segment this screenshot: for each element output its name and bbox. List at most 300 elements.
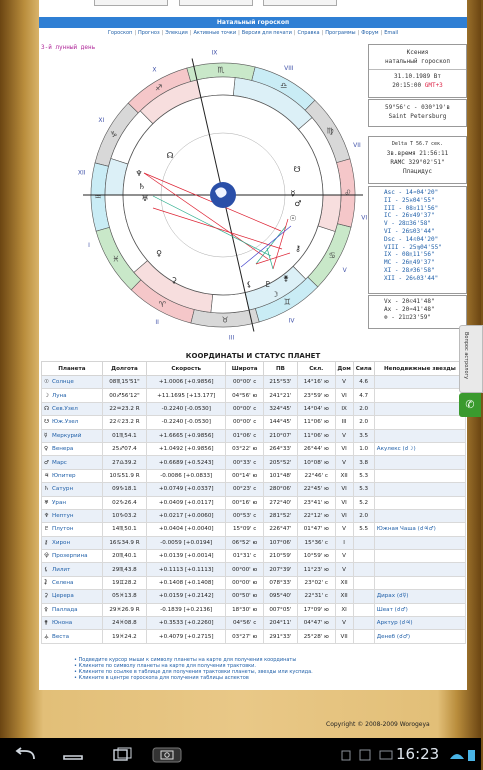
- declination-cell: 11°06' ю: [297, 429, 335, 442]
- latitude-cell: 00°33' c: [226, 456, 264, 469]
- phone-icon[interactable]: ✆: [459, 393, 481, 417]
- planet-glyph-icon: ☊: [44, 405, 49, 412]
- ra-cell: 078°33': [263, 576, 297, 589]
- house-number: VIII: [284, 65, 294, 73]
- planet-link[interactable]: [42, 576, 103, 589]
- planet-glyph-icon: ♅: [44, 499, 50, 506]
- ra-cell: 241°21': [263, 389, 297, 402]
- ra-cell: 226°47': [263, 523, 297, 536]
- fixed-star-link[interactable]: Дирах (☌☿): [374, 590, 465, 603]
- longitude-cell: 16♋34.9 R: [102, 536, 146, 549]
- planet-link[interactable]: [42, 416, 103, 429]
- table-row: [42, 416, 466, 429]
- planet-link[interactable]: [42, 590, 103, 603]
- column-header: Неподвижные звезды: [374, 362, 465, 376]
- house-cell: V: [335, 617, 353, 630]
- declination-cell: 11°23' ю: [297, 563, 335, 576]
- house-number: II: [155, 318, 159, 326]
- planet-glyph-icon: ⚳: [44, 593, 49, 600]
- person-gmt: GMT+3: [424, 82, 443, 89]
- ra-cell: 215°53': [263, 376, 297, 389]
- latitude-cell: 00°16' ю: [226, 496, 264, 509]
- declination-cell: 14°04' ю: [297, 402, 335, 415]
- house-cell: VI: [335, 496, 353, 509]
- declination-cell: 22°46' c: [297, 469, 335, 482]
- ra-cell: 281°52': [263, 509, 297, 522]
- power-cell: [353, 617, 374, 630]
- planet-glyph-icon: ☉: [44, 379, 50, 386]
- house-cusp-link[interactable]: IC - 26♉49'37": [384, 212, 435, 220]
- planet-glyph-icon: ☽: [44, 392, 50, 399]
- planet-name: Солнце: [52, 379, 74, 386]
- planet-name: Нептун: [52, 513, 74, 520]
- planet-glyph-icon[interactable]: ♀: [156, 249, 162, 258]
- nav-separator: |: [357, 30, 360, 36]
- planet-link[interactable]: [42, 523, 103, 536]
- speed-cell: +0.0139 [+0.0014]: [147, 550, 226, 563]
- power-cell: [353, 590, 374, 603]
- latitude-cell: 00°00' c: [226, 376, 264, 389]
- fixed-star-link: [374, 389, 465, 402]
- declination-cell: 15°36' c: [297, 536, 335, 549]
- house-cusp-link[interactable]: Asc - 14♒04'20": [384, 189, 439, 196]
- power-cell: 5.3: [353, 469, 374, 482]
- nav-link[interactable]: Справка: [297, 30, 320, 36]
- longitude-cell: 00♐56'12": [102, 389, 146, 402]
- natal-chart-wheel[interactable]: [41, 49, 368, 342]
- nav-separator: |: [189, 30, 192, 36]
- house-cell: III: [335, 416, 353, 429]
- planet-name: Церера: [52, 593, 74, 600]
- declination-cell: 04°47' ю: [297, 617, 335, 630]
- table-row: [42, 376, 466, 389]
- planet-name: Венера: [52, 446, 74, 453]
- point-value: Ax - 20♒41'48": [384, 305, 435, 313]
- planet-link[interactable]: [42, 376, 103, 389]
- table-row: [42, 603, 466, 616]
- fixed-star-link: [374, 469, 465, 482]
- house-cusp-link[interactable]: V - 28♊36'58": [384, 220, 431, 228]
- house-sector: [211, 293, 249, 313]
- speed-cell: +0.6689 [+0.5243]: [147, 456, 226, 469]
- declination-cell: 11°06' ю: [297, 416, 335, 429]
- fixed-star-link[interactable]: Шеат (☌♂): [374, 603, 465, 616]
- star-time: Зв.время 21:56:11: [386, 150, 449, 157]
- latitude-cell: 00°23' c: [226, 483, 264, 496]
- declination-cell: 01°47' ю: [297, 523, 335, 536]
- planet-glyph-icon: ♃: [44, 472, 50, 479]
- declination-cell: 17°09' ю: [297, 603, 335, 616]
- declination-cell: 22°31' c: [297, 590, 335, 603]
- planet-name: Юнона: [52, 620, 73, 627]
- planet-glyph-icon[interactable]: ☋: [293, 165, 301, 174]
- column-header: Скорость: [147, 362, 226, 376]
- table-row: [42, 456, 466, 469]
- house-cusp-link[interactable]: IX - 08♏11'56": [384, 251, 435, 259]
- table-row: [42, 590, 466, 603]
- nav-separator: |: [238, 30, 240, 36]
- ramc: RAMC 329°02'51": [390, 159, 445, 166]
- fixed-star-link: [374, 376, 465, 389]
- house-number: XII: [77, 169, 86, 177]
- planet-glyph-icon: ⯓: [44, 553, 50, 560]
- table-row: [42, 496, 466, 509]
- planet-link[interactable]: [42, 402, 103, 415]
- planet-link[interactable]: [42, 496, 103, 509]
- home-icon[interactable]: [61, 747, 85, 763]
- latitude-cell: 01°06' c: [226, 429, 264, 442]
- longitude-cell: 27♎39.2: [102, 456, 146, 469]
- planet-link[interactable]: [42, 630, 103, 643]
- house-number: V: [342, 267, 347, 275]
- planet-name: Прозерпина: [52, 553, 88, 560]
- chart-type: натальный гороскоп: [384, 58, 451, 65]
- wifi-battery-icon: [448, 747, 478, 763]
- planet-link[interactable]: [42, 483, 103, 496]
- zodiac-glyph-icon: ♑: [110, 129, 118, 139]
- latitude-cell: 01°31' c: [226, 550, 264, 563]
- power-cell: 2.0: [353, 416, 374, 429]
- ra-cell: 095°40': [263, 590, 297, 603]
- column-header: Дом: [335, 362, 353, 376]
- nav-separator: |: [380, 30, 383, 36]
- planet-glyph-icon[interactable]: ⚳: [171, 276, 177, 285]
- ra-cell: 291°33': [263, 630, 297, 643]
- latitude-cell: 00°00' c: [226, 402, 264, 415]
- longitude-cell: 10♑03.2: [102, 509, 146, 522]
- speed-cell: +0.0409 [+0.0117]: [147, 496, 226, 509]
- planet-link[interactable]: [42, 456, 103, 469]
- ra-cell: 280°06': [263, 483, 297, 496]
- zodiac-glyph-icon: ♓: [112, 254, 120, 264]
- house-cell: V: [335, 563, 353, 576]
- ra-cell: 207°39': [263, 563, 297, 576]
- fixed-star-link: [374, 483, 465, 496]
- fixed-star-link: [374, 536, 465, 549]
- speed-cell: +1.0006 [+0.9856]: [147, 376, 226, 389]
- nav-link[interactable]: Email: [384, 30, 399, 36]
- power-cell: [353, 550, 374, 563]
- ra-cell: 264°33': [263, 442, 297, 455]
- planet-glyph-icon: ⯝: [44, 580, 48, 587]
- fixed-star-link: [374, 550, 465, 563]
- column-header: Планета: [42, 362, 103, 376]
- planet-name: Хирон: [52, 539, 71, 546]
- planet-glyph-icon[interactable]: ⚸: [246, 280, 252, 289]
- longitude-cell: 05♓13.8: [102, 590, 146, 603]
- speed-cell: -0.2240 [-0.0530]: [147, 416, 226, 429]
- house-cusp-link[interactable]: MC - 26♏49'37": [384, 259, 435, 267]
- fixed-star-link: [374, 509, 465, 522]
- speed-cell: -0.2240 [-0.0530]: [147, 402, 226, 415]
- planet-glyph-icon[interactable]: ☽: [271, 290, 279, 299]
- speed-cell: +0.1113 [+0.1113]: [147, 563, 226, 576]
- longitude-cell: 19♓24.2: [102, 630, 146, 643]
- house-number: IX: [211, 49, 218, 57]
- nav-separator: |: [321, 30, 324, 36]
- table-row: [42, 536, 466, 549]
- declination-cell: 23°59' ю: [297, 389, 335, 402]
- zodiac-glyph-icon: ♎: [280, 81, 288, 91]
- planet-link[interactable]: [42, 429, 103, 442]
- recent-apps-icon[interactable]: [110, 747, 134, 763]
- planet-glyph-icon: ♆: [44, 513, 50, 520]
- ra-cell: 204°11': [263, 617, 297, 630]
- fixed-star-link: [374, 496, 465, 509]
- planet-link[interactable]: [42, 603, 103, 616]
- planet-glyph-icon[interactable]: ♂: [294, 199, 302, 208]
- speed-cell: +1.0492 [+0.9856]: [147, 442, 226, 455]
- planet-glyph-icon: ⚴: [44, 606, 49, 613]
- speed-cell: +0.4079 [+0.2715]: [147, 630, 226, 643]
- planet-name: Марс: [52, 459, 67, 466]
- top-input-box[interactable]: [94, 0, 168, 6]
- house-system-box: [368, 136, 467, 184]
- house-number: I: [88, 242, 90, 250]
- declination-cell: 10°08' ю: [297, 456, 335, 469]
- planet-link[interactable]: [42, 509, 103, 522]
- planet-link[interactable]: [42, 389, 103, 402]
- house-cusp-link[interactable]: VI - 26♋03'44": [384, 227, 435, 235]
- page-title: Натальный гороскоп: [39, 17, 467, 28]
- planet-glyph-icon: ☿: [44, 432, 48, 439]
- planet-glyph-icon: ⚸: [44, 566, 49, 573]
- house-cell: V: [335, 523, 353, 536]
- fixed-star-link[interactable]: Южная Чаша (☌♃♂): [374, 523, 465, 536]
- latitude-cell: 06°52' ю: [226, 536, 264, 549]
- power-cell: [353, 576, 374, 589]
- house-number: X: [152, 66, 157, 74]
- house-cusp-link[interactable]: III - 08♉11'56": [384, 204, 439, 212]
- ask-astrologer-label: Вопрос астрологу: [463, 332, 469, 380]
- latitude-cell: 00°14' ю: [226, 469, 264, 482]
- zodiac-glyph-icon: ♐: [155, 83, 163, 93]
- planet-glyph-icon: ♀: [44, 446, 49, 453]
- planet-glyph-icon[interactable]: ♇: [264, 280, 272, 289]
- ask-astrologer-tab[interactable]: [459, 325, 483, 393]
- planet-name: Луна: [52, 392, 67, 399]
- person-date: 31.10.1989 Вт: [369, 69, 466, 81]
- column-header: Скл.: [297, 362, 335, 376]
- zodiac-glyph-icon: ♉: [221, 315, 229, 325]
- table-title: КООРДИНАТЫ И СТАТУС ПЛАНЕТ: [185, 352, 321, 360]
- longitude-cell: 24♓08.8: [102, 617, 146, 630]
- fixed-star-link: [374, 402, 465, 415]
- longitude-cell: 10♋51.9 R: [102, 469, 146, 482]
- person-name: Ксения: [406, 49, 429, 56]
- planet-glyph-icon[interactable]: ⚷: [295, 244, 301, 253]
- house-cell: VI: [335, 442, 353, 455]
- top-input-box[interactable]: [263, 0, 337, 6]
- nav-link[interactable]: Программы: [325, 30, 356, 36]
- house-number: VII: [353, 141, 361, 149]
- longitude-cell: 01♏54.1: [102, 429, 146, 442]
- delta-t: Delta T 56.7 сек.: [391, 141, 444, 147]
- house-cell: VI: [335, 483, 353, 496]
- power-cell: 5.3: [353, 483, 374, 496]
- house-cell: VI: [335, 389, 353, 402]
- planet-glyph-icon: ☋: [44, 419, 49, 426]
- latitude-cell: 00°53' c: [226, 509, 264, 522]
- fixed-star-link: [374, 456, 465, 469]
- planet-glyph-icon[interactable]: ♅: [141, 194, 149, 203]
- declination-cell: 22°12' ю: [297, 509, 335, 522]
- planet-name: Юж.Узел: [52, 419, 79, 426]
- longitude-cell: 22♌23.2 R: [102, 416, 146, 429]
- planet-glyph-icon: ♇: [44, 526, 50, 533]
- back-icon[interactable]: [12, 747, 38, 763]
- coordinates: 59°56'c - 030°19'в: [384, 104, 451, 111]
- planet-glyph-icon: ♄: [44, 486, 50, 493]
- column-header: Сила: [353, 362, 374, 376]
- status-clock: 16:23: [396, 745, 440, 763]
- column-header: Широта: [226, 362, 264, 376]
- zodiac-glyph-icon: ♍: [326, 126, 334, 136]
- nav-link[interactable]: Прогноз: [138, 30, 160, 36]
- screenshot-icon[interactable]: [152, 747, 182, 763]
- zodiac-glyph-icon: ♏: [217, 65, 225, 75]
- longitude-cell: 25♐07.4: [102, 442, 146, 455]
- house-cusp-link[interactable]: XII - 26♑03'44": [384, 274, 439, 282]
- fixed-star-link[interactable]: Акулекс (☌☽): [374, 442, 465, 455]
- planet-name: Меркурий: [52, 432, 82, 439]
- nav-separator: |: [161, 30, 164, 36]
- nav-link[interactable]: Версия для печати: [241, 30, 292, 36]
- copyright: Copyright © 2008-2009 Worogeya: [326, 721, 430, 728]
- power-cell: 2.0: [353, 402, 374, 415]
- table-row: [42, 563, 466, 576]
- planet-glyph-icon[interactable]: ☊: [166, 151, 174, 160]
- planet-name: Плутон: [52, 526, 74, 533]
- house-system: Плацидус: [403, 168, 432, 175]
- longitude-cell: 19♊28.2: [102, 576, 146, 589]
- planet-link[interactable]: [42, 442, 103, 455]
- speed-cell: +0.0217 [+0.0060]: [147, 509, 226, 522]
- declination-cell: 25°28' ю: [297, 630, 335, 643]
- longitude-cell: 29♏43.8: [102, 563, 146, 576]
- ra-cell: 007°05': [263, 603, 297, 616]
- planet-glyph-icon[interactable]: ♆: [135, 169, 143, 178]
- planet-link[interactable]: [42, 550, 103, 563]
- speed-cell: +1.6665 [+0.9856]: [147, 429, 226, 442]
- house-cell: XII: [335, 590, 353, 603]
- longitude-cell: 08♏15'51": [102, 376, 146, 389]
- fixed-star-link: [374, 576, 465, 589]
- nav-link[interactable]: Активные точки: [193, 30, 237, 36]
- nav-link[interactable]: Элекция: [165, 30, 188, 36]
- latitude-cell: 04°56' ю: [226, 389, 264, 402]
- planet-link[interactable]: [42, 469, 103, 482]
- fixed-star-link: [374, 429, 465, 442]
- planet-link[interactable]: [42, 617, 103, 630]
- planet-link[interactable]: [42, 563, 103, 576]
- top-input-box[interactable]: [179, 0, 253, 6]
- declination-cell: 23°02' c: [297, 576, 335, 589]
- planet-link[interactable]: [42, 536, 103, 549]
- zodiac-glyph-icon: ♈: [158, 299, 166, 309]
- fixed-star-link: [374, 563, 465, 576]
- speed-cell: +0.0159 [+0.2142]: [147, 590, 226, 603]
- power-cell: 5.2: [353, 496, 374, 509]
- house-cell: VII: [335, 630, 353, 643]
- table-row: [42, 550, 466, 563]
- planet-glyph-icon: ♂: [44, 459, 50, 466]
- planet-glyph-icon[interactable]: ☿: [290, 189, 296, 198]
- ra-cell: 324°45': [263, 402, 297, 415]
- speed-cell: +0.0404 [+0.0040]: [147, 523, 226, 536]
- longitude-cell: 29♓26.9 R: [102, 603, 146, 616]
- footer-note: • Кликните по ссылке в таблице для получения трактовки планеты, звезды или куспида.: [74, 669, 313, 675]
- power-cell: 5.5: [353, 523, 374, 536]
- house-cusp-link[interactable]: VIII - 25♍04'55": [384, 243, 442, 251]
- planet-name: Юпитер: [52, 472, 76, 479]
- ra-cell: 144°45': [263, 416, 297, 429]
- zodiac-glyph-icon: ♊: [283, 297, 291, 307]
- power-cell: [353, 630, 374, 643]
- declination-cell: 26°44' ю: [297, 442, 335, 455]
- nav-link[interactable]: Форум: [361, 30, 379, 36]
- planet-glyph-icon[interactable]: ♄: [138, 182, 146, 191]
- nav-link[interactable]: Гороскоп: [107, 30, 133, 36]
- house-number: III: [228, 334, 235, 342]
- declination-cell: 22°45' ю: [297, 483, 335, 496]
- longitude-cell: 02♑26.4: [102, 496, 146, 509]
- longitude-cell: 22♒23.2 R: [102, 402, 146, 415]
- power-cell: 2.0: [353, 509, 374, 522]
- footer-notes: [74, 657, 313, 681]
- house-cell: XII: [335, 576, 353, 589]
- planet-name: Паллада: [52, 606, 78, 613]
- house-cusp-link[interactable]: Dsc - 14♌04'20": [384, 235, 439, 243]
- planet-name: Уран: [52, 499, 67, 506]
- point-value: ⊗ - 21♊23'59": [384, 313, 431, 321]
- speed-cell: +0.0749 [+0.0337]: [147, 483, 226, 496]
- latitude-cell: 00°00' c: [226, 416, 264, 429]
- ra-cell: 107°06': [263, 536, 297, 549]
- fixed-star-link[interactable]: Арктур (☌♃): [374, 617, 465, 630]
- longitude-cell: 09♑18.1: [102, 483, 146, 496]
- ra-cell: 210°59': [263, 550, 297, 563]
- horoscope-page: [39, 0, 467, 690]
- planet-glyph-icon: ⚵: [44, 620, 49, 627]
- house-cusp-link[interactable]: II - 25♓04'55": [384, 196, 435, 204]
- location-box: [368, 99, 467, 127]
- fixed-star-link: [374, 416, 465, 429]
- planet-glyph-icon: ⚷: [44, 539, 49, 546]
- planet-name: Веста: [52, 633, 70, 640]
- latitude-cell: 04°56' c: [226, 617, 264, 630]
- house-number: XI: [98, 116, 105, 124]
- latitude-cell: 15°09' c: [226, 523, 264, 536]
- house-cell: V: [335, 456, 353, 469]
- planet-glyph-icon[interactable]: ⚵: [283, 274, 289, 283]
- table-row: [42, 402, 466, 415]
- house-cell: V: [335, 429, 353, 442]
- notification-icons: [340, 747, 400, 763]
- house-cell: V: [335, 376, 353, 389]
- fixed-star-link[interactable]: Денеб (☌♂): [374, 630, 465, 643]
- latitude-cell: 00°00' ю: [226, 576, 264, 589]
- city: Saint Petersburg: [388, 113, 447, 120]
- ra-cell: 210°07': [263, 429, 297, 442]
- longitude-cell: 20♏40.1: [102, 550, 146, 563]
- person-time-row: [369, 81, 466, 90]
- zodiac-glyph-icon: ♋: [328, 251, 336, 261]
- planet-glyph-icon[interactable]: ☉: [289, 214, 297, 223]
- table-row: [42, 523, 466, 536]
- house-cusp-link[interactable]: XI - 28♐36'58": [384, 266, 435, 274]
- table-row: [42, 483, 466, 496]
